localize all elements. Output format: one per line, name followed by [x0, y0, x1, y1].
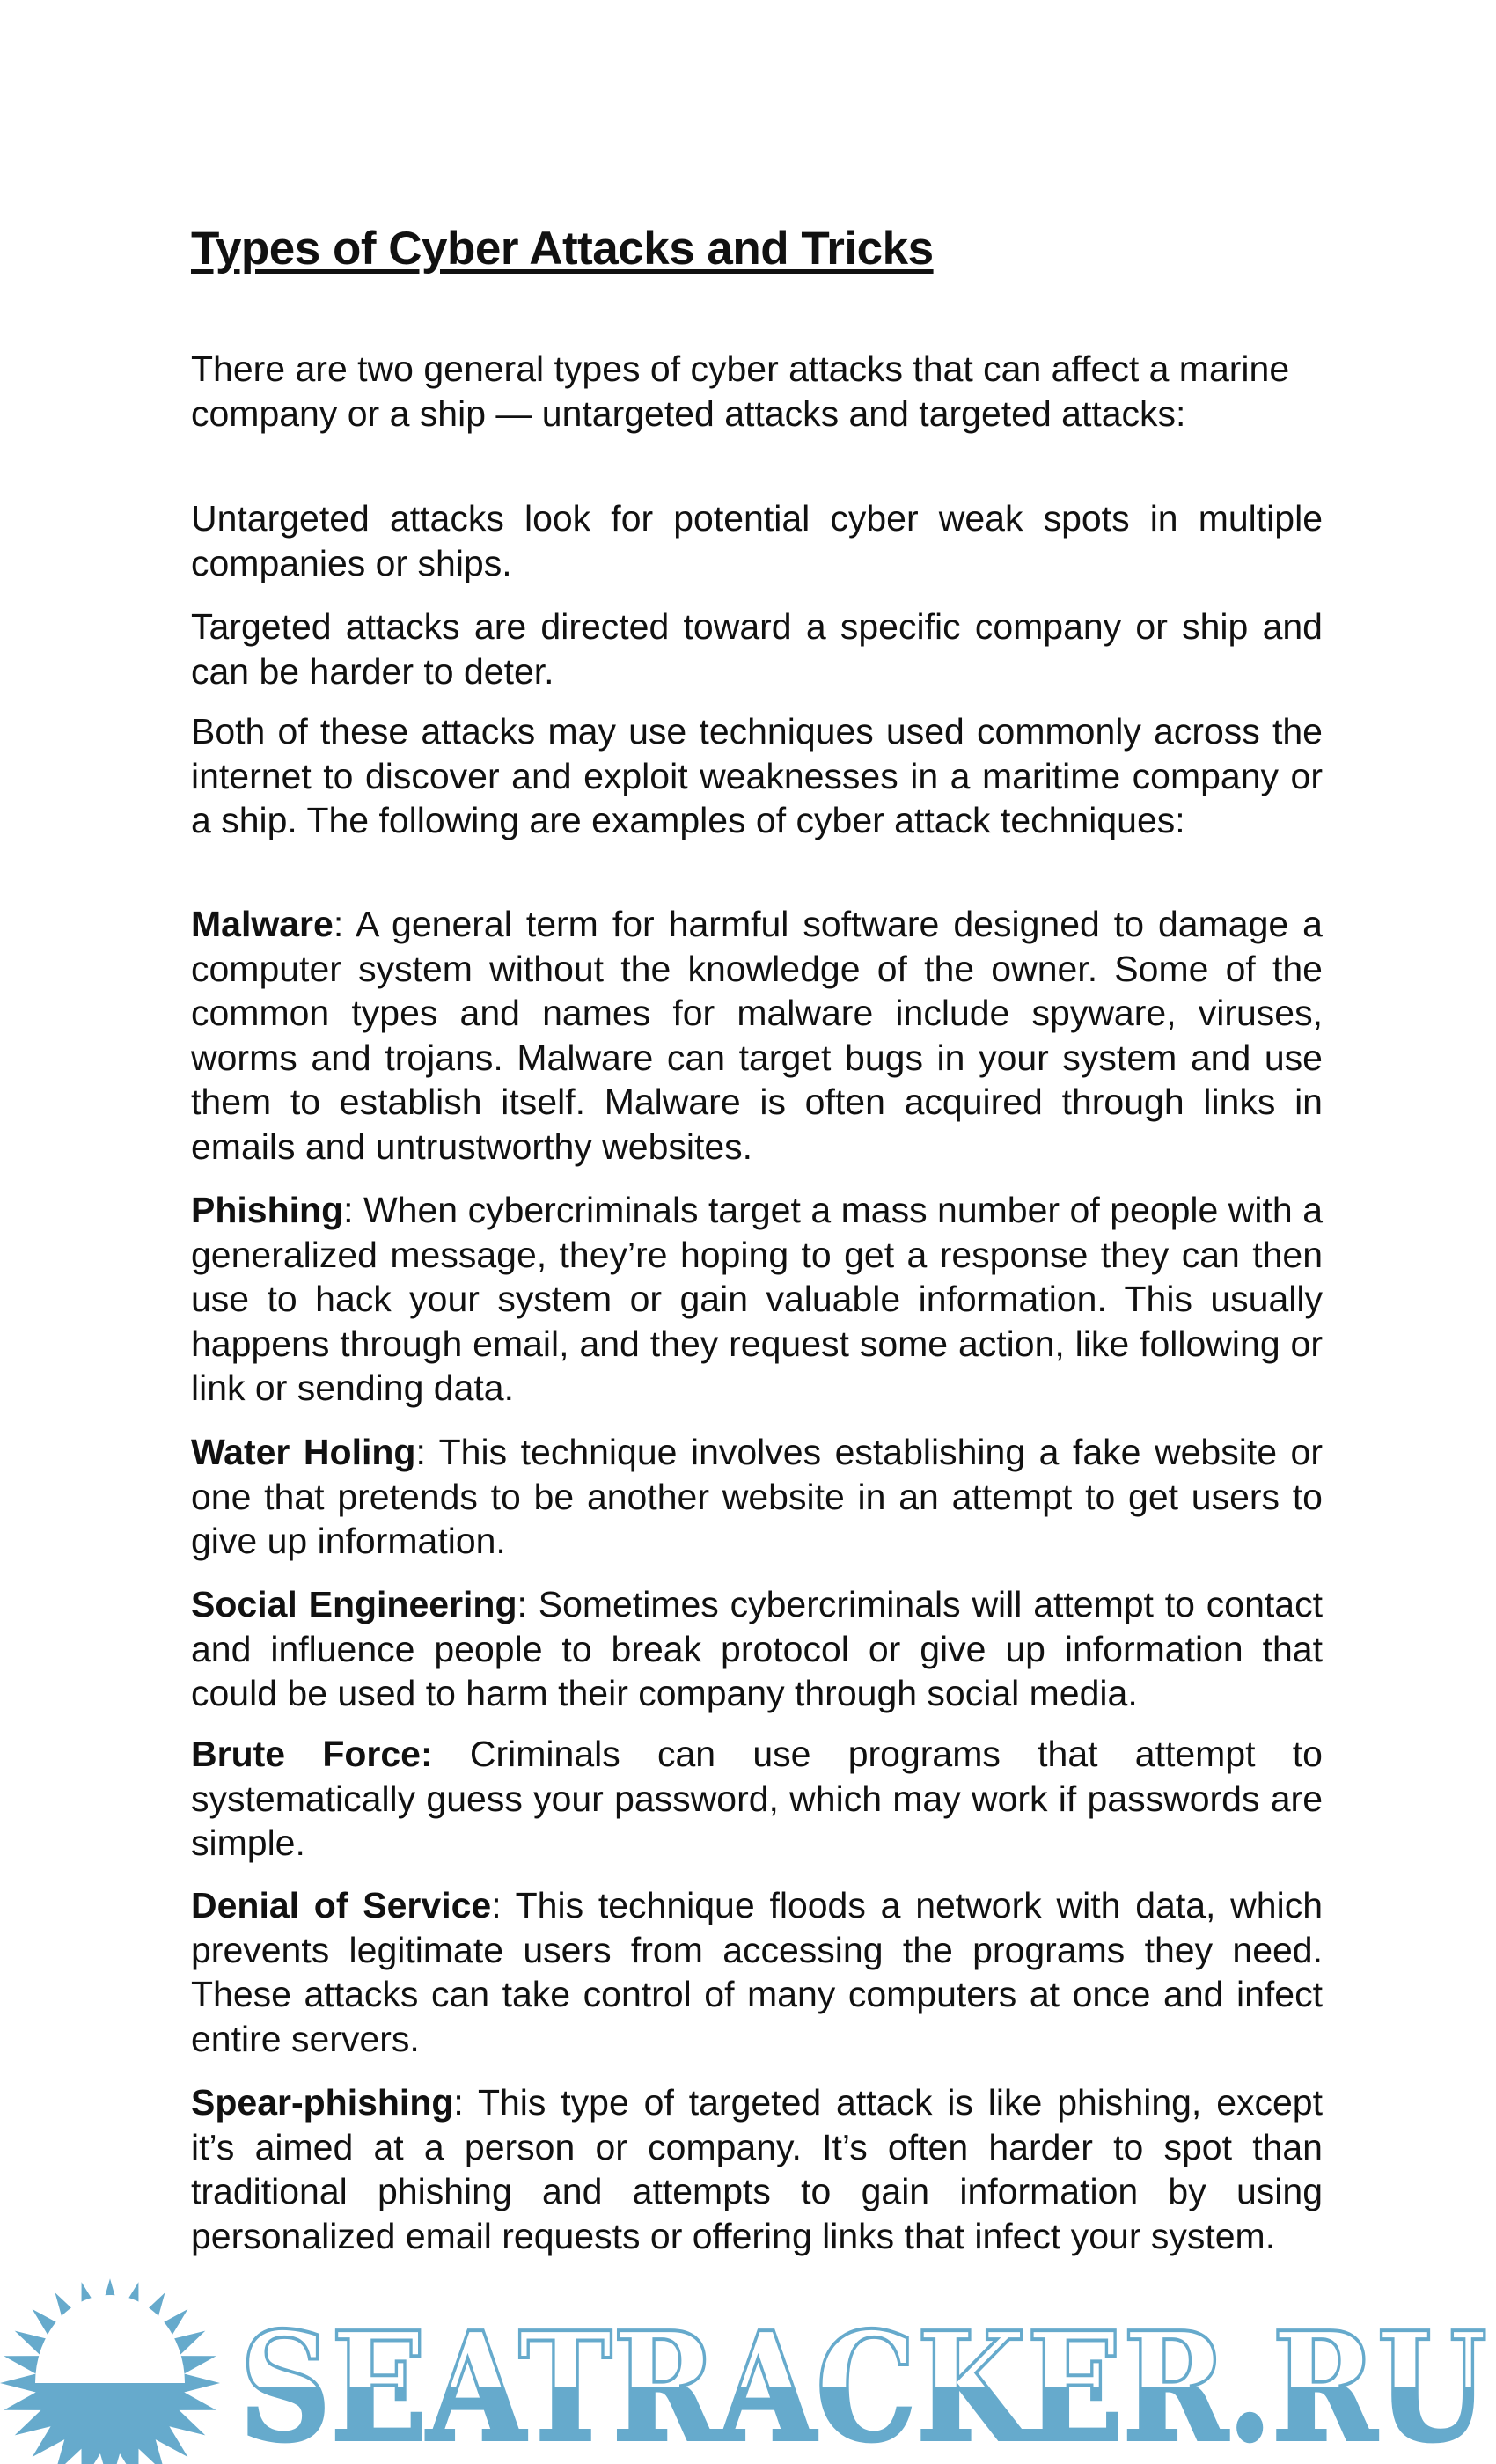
untargeted-paragraph: Untargeted attacks look for potential cyber weak spots in multiple companies or ships. — [191, 498, 1323, 583]
technique-description: A general term for harmful software designed to damage a computer system without the knowledge of the owner. Some of the common types and names for malware include spyware, viruses, worms and trojans. Malware can target bugs in your system and use them to establish itself. Malware is often acquired through links in emails and untrustworthy websites. — [191, 904, 1323, 1167]
separator: : — [415, 1432, 439, 1472]
technique-malware — [191, 902, 1323, 1170]
sun-icon — [0, 2278, 220, 2464]
separator: : — [343, 1190, 363, 1230]
separator: : — [517, 1584, 539, 1624]
technique-social-engineering — [191, 1582, 1323, 1716]
technique-term: Social Engineering — [191, 1584, 517, 1624]
watermark-text: SEATRACKER.RU — [239, 2299, 1487, 2464]
separator — [433, 1734, 470, 1774]
separator: : — [453, 2082, 478, 2123]
technique-description: Sometimes cybercriminals will attempt to contact and influence people to break protocol or give up information that could be used to harm their company through social media. — [191, 1584, 1323, 1714]
both-paragraph: Both of these attacks may use techniques used commonly across the internet to discover and exploit weaknesses in a maritime company or a ship. The following are examples of cyber attack techniques: — [191, 711, 1323, 841]
technique-description: This technique floods a network with data, which prevents legitimate users from accessing the programs they need. These attacks can take control of many computers at once and infect entire servers. — [191, 1885, 1323, 2059]
technique-description: This type of targeted attack is like phishing, except it’s aimed at a person or company. It’s often harder to spot than traditional phishing and attempts to gain information by using personalized email requests or offering links that infect your system. — [191, 2082, 1323, 2256]
technique-phishing — [191, 1188, 1323, 1411]
technique-description: Criminals can use programs that attempt to systematically guess your password, which may work if passwords are simple. — [191, 1734, 1323, 1864]
technique-term: Water Holing — [191, 1432, 416, 1472]
technique-denial-of-service — [191, 1883, 1323, 2061]
technique-description: When cybercriminals target a mass number of people with a generalized message, they’re hoping to get a response they can then use to hack your system or gain valuable information. This usually happens through email, and they request some action, like following or link or sending data. — [191, 1190, 1323, 1409]
technique-brute-force — [191, 1732, 1323, 1866]
technique-description: This technique involves establishing a fake website or one that pretends to be another website in an attempt to get users to give up information. — [191, 1432, 1324, 1562]
technique-term: Malware — [191, 904, 334, 944]
separator: : — [491, 1885, 516, 1925]
intro-paragraph: There are two general types of cyber attacks that can affect a marine company or a ship — untargeted attacks and targeted attacks: — [191, 348, 1290, 434]
technique-term: Spear-phishing — [191, 2082, 454, 2123]
technique-term: Brute Force: — [191, 1734, 433, 1774]
technique-term: Denial of Service — [191, 1885, 492, 1925]
targeted-paragraph: Targeted attacks are directed toward a specific company or ship and can be harder to deter. — [191, 606, 1323, 692]
technique-water-holing — [191, 1430, 1323, 1564]
watermark-logo — [0, 2270, 1496, 2464]
separator: : — [333, 904, 356, 944]
technique-term: Phishing — [191, 1190, 344, 1230]
technique-spear-phishing — [191, 2080, 1323, 2258]
page-title: Types of Cyber Attacks and Tricks — [191, 223, 934, 275]
